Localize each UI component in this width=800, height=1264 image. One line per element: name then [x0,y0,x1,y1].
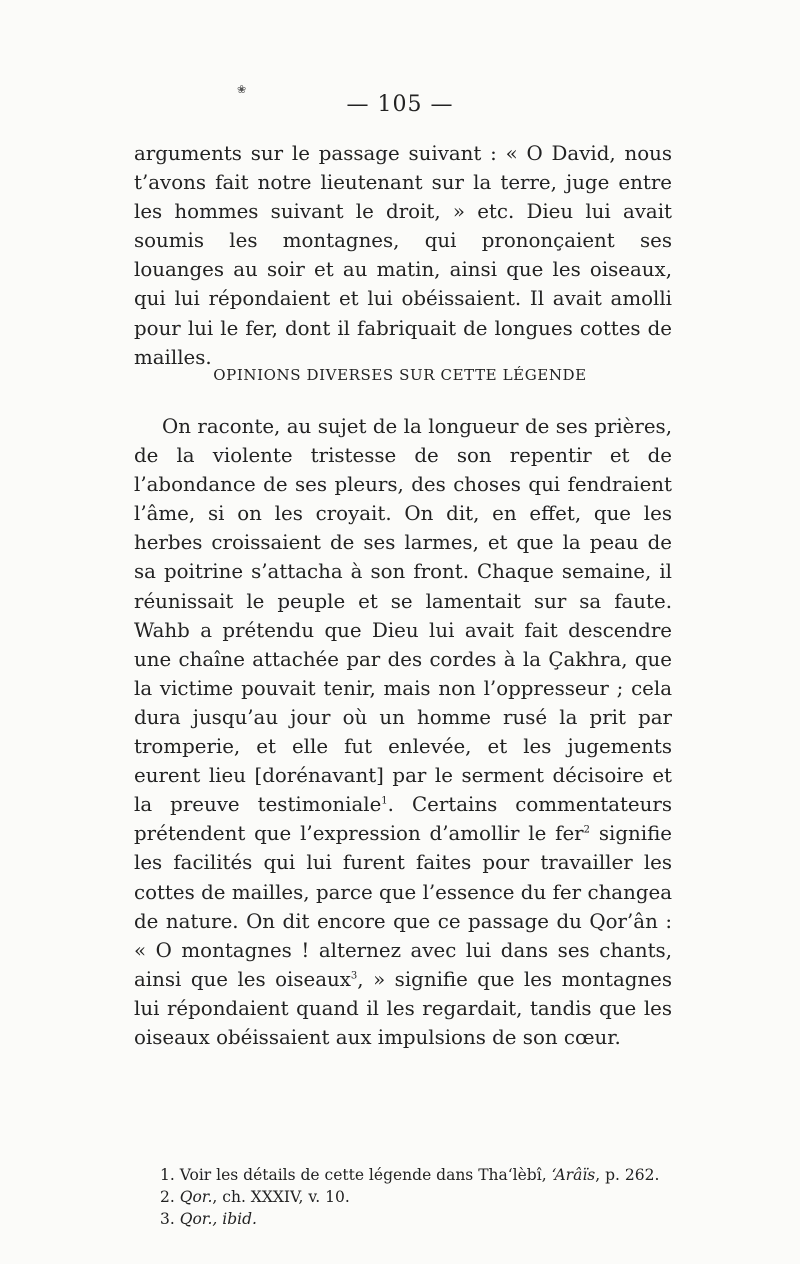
footnote-text-end: , ch. XXXIV, v. 10. [212,1188,350,1206]
footnote-italic: ‘Arâïs [551,1166,596,1184]
paragraph-2 [134,412,672,1052]
footnote-text-end: , p. 262. [595,1166,660,1184]
footnote-1 [160,1164,680,1186]
section-heading: OPINIONS DIVERSES SUR CETTE LÉGENDE [213,366,587,384]
footnote-text: Voir les détails de cette légende dans Tha‘lèbî, [179,1166,552,1184]
footnote-number: 3. [160,1210,175,1228]
paragraph-1: arguments sur le passage suivant : « O David, nous t’avons fait notre lieutenant sur la terre, juge entre les hommes suivant le droit, » etc. Dieu lui avait soumis les montagnes, qui prononçaient ses louanges au soir et au matin, ainsi que les oiseaux, qui lui répondaient et lui obéissaient. Il avait amolli pour lui le fer, dont il fabriquait de longues cottes de mailles. [134,142,672,369]
footnote-ref-1: 1 [381,795,388,807]
footnote-ref-2: 2 [583,824,591,836]
footnote-number: 2. [160,1188,175,1206]
paragraph-2-part-4: , » signifie que les montagnes lui répondaient quand il les regardait, tandis que les oiseaux obéissaient aux impulsions de son cœur. [134,967,672,1049]
footnote-ref-3: 3 [350,970,358,982]
footnote-3 [160,1208,680,1230]
footnote-2 [160,1186,680,1208]
footnote-number: 1. [160,1166,175,1184]
page-number: — 105 — [346,92,454,117]
paragraph-2-part-2: . Certains commentateurs prétendent que l’expression d’amollir le fer [134,793,672,846]
paragraph-2-part-3: signifie les facilités qui lui furent faites pour travailler les cottes de mailles, parce que l’essence du fer changea de nature. On dit encore que ce passage du Qor’ân : « O montagnes ! alternez avec lui dans ses chants, ainsi que les oiseaux [134,822,672,991]
footnote-italic: Qor., ibid. [179,1210,257,1228]
printer-mark: ❀ [237,83,247,96]
footnote-italic: Qor. [179,1188,213,1206]
footnotes [160,1164,680,1230]
paragraph-2-part-1: On raconte, au sujet de la longueur de ses prières, de la violente tristesse de son repentir et de l’abondance de ses pleurs, des choses qui fendraient l’âme, si on les croyait. On dit, en effet, que les herbes croissaient de ses larmes, et que la peau de sa poitrine s’attacha à son front. Chaque semaine, il réunissait le peuple et se lamentait sur sa faute. Wahb a prétendu que Dieu lui avait fait descendre une chaîne attachée par des cordes à la Çakhra, que la victime pouvait tenir, mais non l’oppresseur ; cela dura jusqu’au jour où un homme rusé la prit par tromperie, et elle fut enlevée, et les jugements eurent lieu [dorénavant] par le serment décisoire et la preuve testimoniale [134,415,672,817]
